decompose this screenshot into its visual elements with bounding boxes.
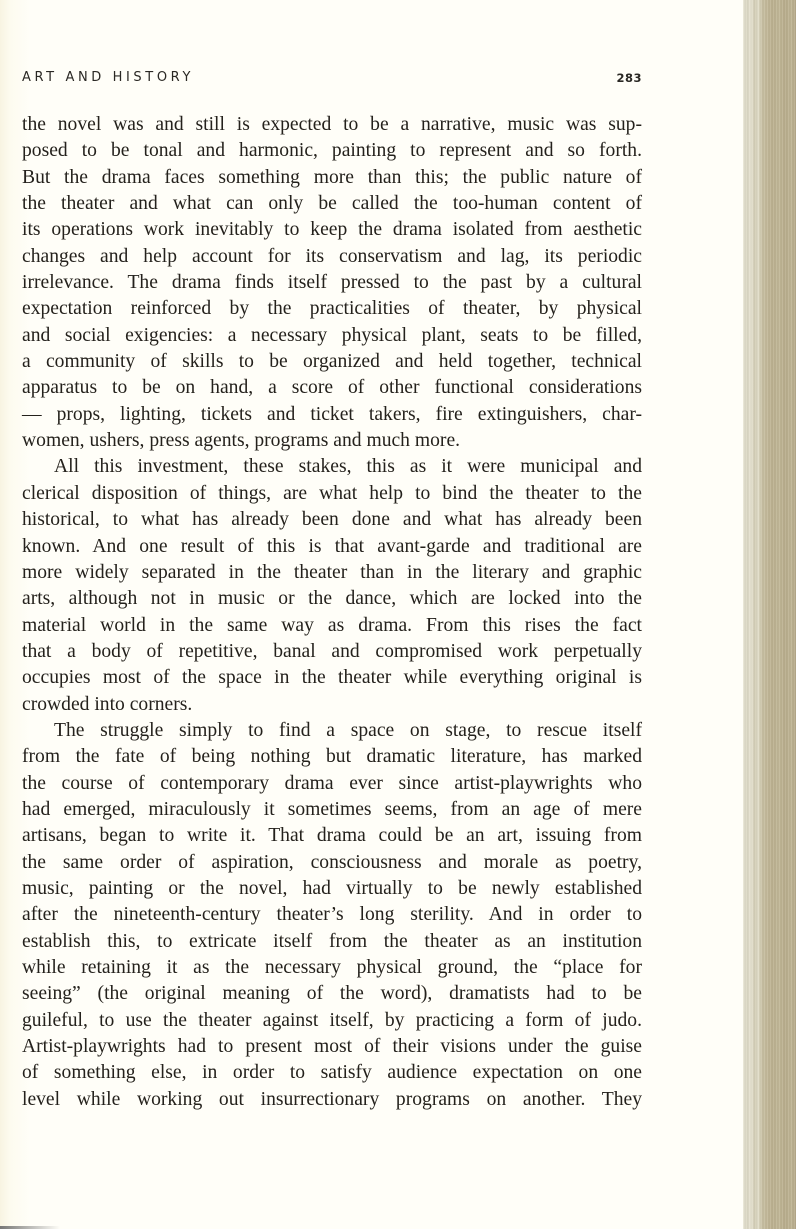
text-line: that a body of repetitive, banal and compromised work perpetually [22, 640, 642, 662]
text-line: artisans, began to write it. That drama could be an art, issuing from [22, 825, 642, 847]
text-line: and social exigencies: a necessary physical plant, seats to be filled, [22, 324, 642, 346]
text-line: Artist-playwrights had to present most of their visions under the guise [22, 1036, 642, 1058]
text-line: — props, lighting, tickets and ticket takers, fire extinguishers, char- [22, 403, 642, 425]
text-line: establish this, to extricate itself from the theater as an institution [22, 930, 642, 952]
text-line: apparatus to be on hand, a score of other functional considerations [22, 377, 642, 399]
text-line: the course of contemporary drama ever since artist-playwrights who [22, 772, 642, 794]
text-line: irrelevance. The drama finds itself pressed to the past by a cultural [22, 272, 642, 294]
text-line: a community of skills to be organized and held together, technical [22, 351, 642, 373]
text-line: had emerged, miraculously it sometimes seems, from an age of mere [22, 798, 642, 820]
text-line: from the fate of being nothing but dramatic literature, has marked [22, 746, 642, 768]
text-line: arts, although not in music or the dance, which are locked into the [22, 588, 642, 610]
text-line: guileful, to use the theater against itself, by practicing a form of judo. [22, 1009, 642, 1031]
text-line: women, ushers, press agents, programs and much more. [22, 430, 461, 452]
text-line: known. And one result of this is that avant-garde and traditional are [22, 535, 642, 557]
text-line: its operations work inevitably to keep the drama isolated from aesthetic [22, 219, 642, 241]
text-line: more widely separated in the theater than in the literary and graphic [22, 561, 642, 583]
text-line: expectation reinforced by the practicalities of theater, by physical [22, 298, 642, 320]
paragraph [22, 454, 642, 717]
text-line: crowded into corners. [22, 693, 193, 715]
running-head-title: ART AND HISTORY [22, 70, 194, 85]
text-line: historical, to what has already been done and what has already been [22, 509, 642, 531]
paragraph [22, 112, 642, 454]
text-line: the novel was and still is expected to be a narrative, music was sup- [22, 114, 642, 135]
text-line: while retaining it as the necessary physical ground, the “place for [22, 957, 642, 978]
text-line: occupies most of the space in the theater while everything original is [22, 667, 642, 689]
text-line: But the drama faces something more than this; the public nature of [22, 166, 642, 188]
text-line: The struggle simply to find a space on stage, to rescue itself [54, 719, 642, 741]
text-line: the same order of aspiration, consciousness and morale as poetry, [22, 851, 642, 873]
text-line: level while working out insurrectionary programs on another. They [22, 1088, 642, 1110]
page-number: 283 [616, 71, 642, 85]
text-line: of something else, in order to satisfy audience expectation on one [22, 1062, 642, 1084]
text-line: All this investment, these stakes, this as it were municipal and [54, 456, 642, 478]
text-line: seeing” (the original meaning of the word), dramatists had to be [22, 983, 642, 1005]
text-line: clerical disposition of things, are what help to bind the theater to the [22, 482, 642, 504]
text-line: posed to be tonal and harmonic, painting to represent and so forth. [22, 140, 642, 162]
text-line: changes and help account for its conservatism and lag, its periodic [22, 245, 642, 267]
text-line: music, painting or the novel, had virtually to be newly established [22, 877, 642, 899]
book-page-edges [743, 0, 796, 1229]
text-line: material world in the same way as drama. From this rises the fact [22, 614, 642, 636]
text-line: after the nineteenth-century theater’s long sterility. And in order to [22, 904, 642, 926]
running-head [22, 70, 642, 90]
paragraph [22, 718, 642, 1113]
text-line: the theater and what can only be called the too-human content of [22, 193, 642, 215]
body-text [22, 112, 642, 1113]
